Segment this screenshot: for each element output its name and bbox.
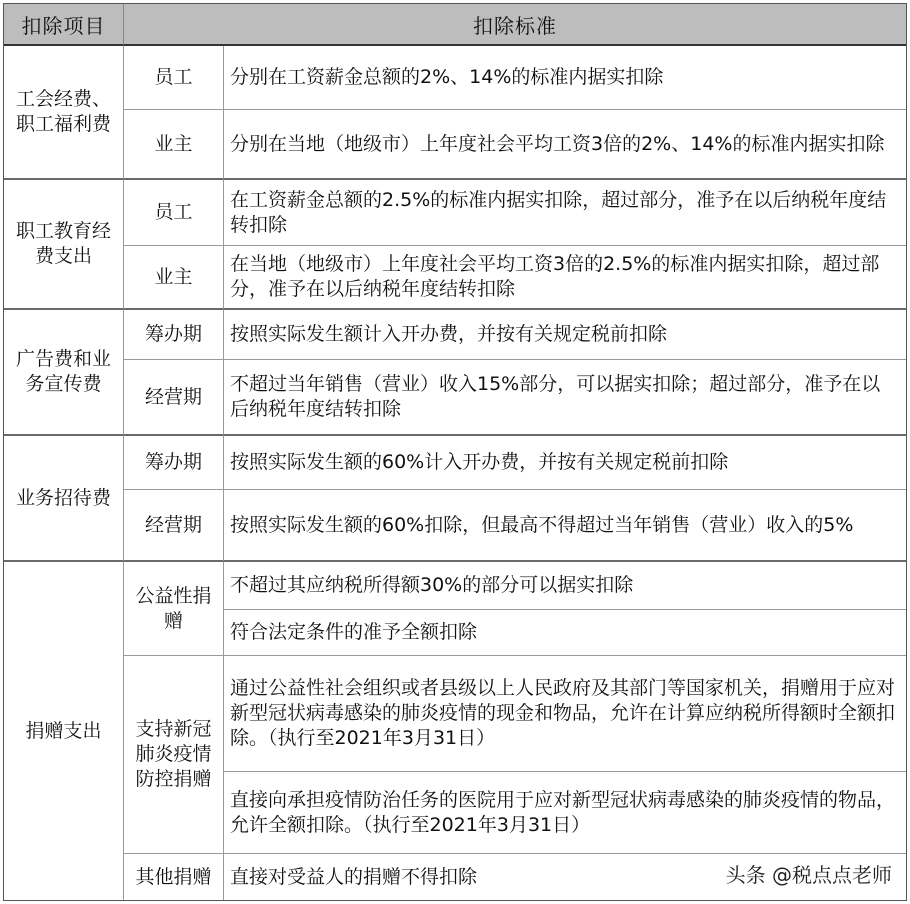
text-entertainment-ops: 按照实际发生额的60%扣除，但最高不得超过当年销售（营业）收入的5% [224,490,906,562]
text-donation-other: 直接对受益人的捐赠不得扣除 [230,865,478,888]
label-education-owner: 业主 [124,246,224,310]
label-union-owner: 业主 [124,110,224,180]
category-advertising: 广告费和业务宣传费 [4,310,124,436]
label-donation-other: 其他捐赠 [124,854,224,900]
label-union-employee: 员工 [124,46,224,110]
text-advertising-ops: 不超过当年销售（营业）收入15%部分，可以据实扣除；超过部分，准予在以后纳税年度结转扣除 [224,360,906,436]
category-donation: 捐赠支出 [4,562,124,900]
label-education-employee: 员工 [124,180,224,246]
label-advertising-ops: 经营期 [124,360,224,436]
deduction-table [3,3,907,901]
text-education-employee: 在工资薪金总额的2.5%的标准内据实扣除，超过部分，准予在以后纳税年度结转扣除 [224,180,906,246]
text-union-owner: 分别在当地（地级市）上年度社会平均工资3倍的2%、14%的标准内据实扣除 [224,110,906,180]
header-deduction-item: 扣除项目 [4,4,124,46]
label-donation-public: 公益性捐赠 [124,562,224,656]
category-entertainment: 业务招待费 [4,436,124,562]
text-entertainment-prep: 按照实际发生额的60%计入开办费，并按有关规定税前扣除 [224,436,906,490]
label-entertainment-prep: 筹办期 [124,436,224,490]
text-donation-public-full: 符合法定条件的准予全额扣除 [224,610,906,656]
text-education-owner: 在当地（地级市）上年度社会平均工资3倍的2.5%的标准内据实扣除，超过部分，准予在以后纳税年度结转扣除 [224,246,906,310]
category-staff-education: 职工教育经费支出 [4,180,124,310]
text-union-employee: 分别在工资薪金总额的2%、14%的标准内据实扣除 [224,46,906,110]
text-donation-public-limit: 不超过其应纳税所得额30%的部分可以据实扣除 [224,562,906,610]
text-advertising-prep: 按照实际发生额计入开办费，并按有关规定税前扣除 [224,310,906,360]
label-entertainment-ops: 经营期 [124,490,224,562]
category-union-welfare: 工会经费、职工福利费 [4,46,124,180]
watermark-text: 头条 @税点点老师 [725,863,892,887]
text-donation-covid-hospital: 直接向承担疫情防治任务的医院用于应对新型冠状病毒感染的肺炎疫情的物品，允许全额扣除。（执行至2021年3月31日） [224,772,906,854]
text-donation-covid-public: 通过公益性社会组织或者县级以上人民政府及其部门等国家机关，捐赠用于应对新型冠状病毒感染的肺炎疫情的现金和物品，允许在计算应纳税所得额时全额扣除。（执行至2021年3月31日） [224,656,906,772]
header-deduction-standard: 扣除标准 [124,4,906,46]
label-donation-covid: 支持新冠肺炎疫情防控捐赠 [124,656,224,854]
label-advertising-prep: 筹办期 [124,310,224,360]
